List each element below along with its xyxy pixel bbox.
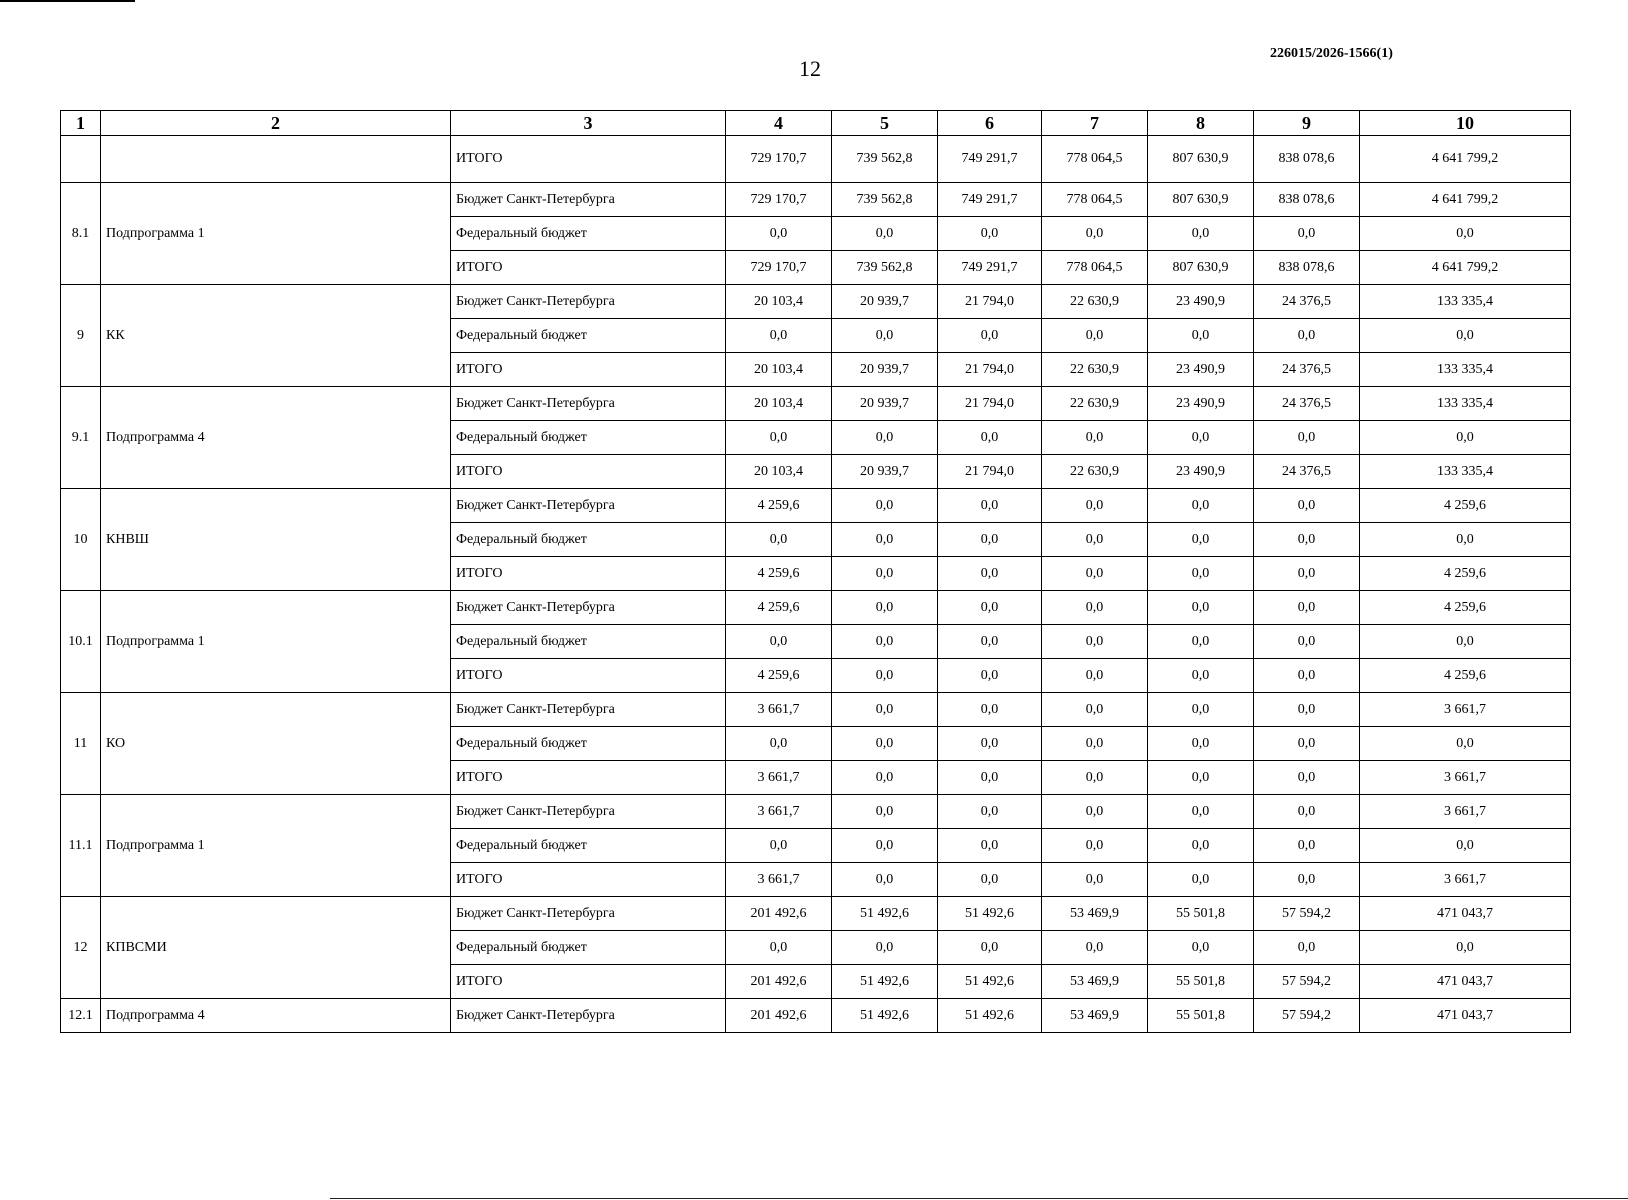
value-cell: 0,0 <box>1042 761 1148 795</box>
value-cell: 20 939,7 <box>832 455 938 489</box>
value-cell: 24 376,5 <box>1254 387 1360 421</box>
table-row <box>61 897 1571 931</box>
row-code: 11.1 <box>61 795 101 897</box>
total-cell: 4 259,6 <box>1360 591 1571 625</box>
value-cell: 55 501,8 <box>1148 897 1254 931</box>
value-cell: 0,0 <box>726 217 832 251</box>
value-cell: 24 376,5 <box>1254 353 1360 387</box>
value-cell: 0,0 <box>938 625 1042 659</box>
total-cell: 0,0 <box>1360 829 1571 863</box>
total-cell: 3 661,7 <box>1360 795 1571 829</box>
header-cell: 1 <box>61 111 101 136</box>
value-cell: 201 492,6 <box>726 999 832 1033</box>
value-cell: 0,0 <box>938 421 1042 455</box>
value-cell: 0,0 <box>938 863 1042 897</box>
funding-source: ИТОГО <box>451 965 726 999</box>
funding-source: Бюджет Санкт-Петербурга <box>451 591 726 625</box>
total-cell: 133 335,4 <box>1360 387 1571 421</box>
value-cell: 0,0 <box>938 829 1042 863</box>
funding-source: ИТОГО <box>451 557 726 591</box>
value-cell: 0,0 <box>1254 319 1360 353</box>
value-cell: 0,0 <box>1254 795 1360 829</box>
value-cell: 0,0 <box>1148 319 1254 353</box>
value-cell: 0,0 <box>832 489 938 523</box>
value-cell: 0,0 <box>938 659 1042 693</box>
value-cell: 23 490,9 <box>1148 353 1254 387</box>
value-cell: 0,0 <box>1148 659 1254 693</box>
value-cell: 0,0 <box>1042 319 1148 353</box>
value-cell: 22 630,9 <box>1042 455 1148 489</box>
funding-source: ИТОГО <box>451 863 726 897</box>
header-cell: 6 <box>938 111 1042 136</box>
value-cell: 3 661,7 <box>726 795 832 829</box>
value-cell: 778 064,5 <box>1042 136 1148 183</box>
value-cell: 22 630,9 <box>1042 353 1148 387</box>
value-cell: 739 562,8 <box>832 251 938 285</box>
value-cell: 20 939,7 <box>832 285 938 319</box>
value-cell: 21 794,0 <box>938 285 1042 319</box>
value-cell: 53 469,9 <box>1042 965 1148 999</box>
funding-source: ИТОГО <box>451 761 726 795</box>
value-cell: 20 939,7 <box>832 353 938 387</box>
total-cell: 0,0 <box>1360 523 1571 557</box>
table-row <box>61 489 1571 523</box>
value-cell: 0,0 <box>726 931 832 965</box>
value-cell: 3 661,7 <box>726 761 832 795</box>
total-cell: 4 259,6 <box>1360 489 1571 523</box>
value-cell: 20 103,4 <box>726 285 832 319</box>
total-cell: 0,0 <box>1360 421 1571 455</box>
value-cell: 20 939,7 <box>832 387 938 421</box>
funding-source: Федеральный бюджет <box>451 829 726 863</box>
value-cell: 51 492,6 <box>938 897 1042 931</box>
value-cell: 0,0 <box>1148 727 1254 761</box>
value-cell: 0,0 <box>1254 931 1360 965</box>
value-cell: 22 630,9 <box>1042 285 1148 319</box>
funding-source: ИТОГО <box>451 251 726 285</box>
row-name: КПВСМИ <box>101 897 451 999</box>
value-cell: 23 490,9 <box>1148 285 1254 319</box>
value-cell: 0,0 <box>832 319 938 353</box>
value-cell: 749 291,7 <box>938 251 1042 285</box>
funding-source: Бюджет Санкт-Петербурга <box>451 285 726 319</box>
value-cell: 0,0 <box>1042 863 1148 897</box>
bottom-rule <box>330 1198 1628 1199</box>
total-cell: 0,0 <box>1360 217 1571 251</box>
funding-source: Бюджет Санкт-Петербурга <box>451 387 726 421</box>
value-cell: 0,0 <box>1254 659 1360 693</box>
value-cell: 51 492,6 <box>938 999 1042 1033</box>
value-cell: 0,0 <box>1042 557 1148 591</box>
table-row <box>61 693 1571 727</box>
total-cell: 0,0 <box>1360 625 1571 659</box>
funding-source: Федеральный бюджет <box>451 931 726 965</box>
row-code: 12 <box>61 897 101 999</box>
header-row <box>61 111 1571 136</box>
funding-source: Бюджет Санкт-Петербурга <box>451 795 726 829</box>
value-cell: 21 794,0 <box>938 353 1042 387</box>
value-cell: 0,0 <box>938 557 1042 591</box>
row-code: 10.1 <box>61 591 101 693</box>
budget-table <box>60 110 1571 1033</box>
value-cell: 0,0 <box>1254 727 1360 761</box>
value-cell: 807 630,9 <box>1148 251 1254 285</box>
funding-source: ИТОГО <box>451 659 726 693</box>
value-cell: 0,0 <box>1148 761 1254 795</box>
value-cell: 57 594,2 <box>1254 965 1360 999</box>
value-cell: 3 661,7 <box>726 863 832 897</box>
total-cell: 4 641 799,2 <box>1360 136 1571 183</box>
value-cell: 0,0 <box>1254 523 1360 557</box>
value-cell: 0,0 <box>832 863 938 897</box>
value-cell: 3 661,7 <box>726 693 832 727</box>
value-cell: 0,0 <box>1042 523 1148 557</box>
value-cell: 22 630,9 <box>1042 387 1148 421</box>
value-cell: 0,0 <box>832 727 938 761</box>
total-cell: 471 043,7 <box>1360 965 1571 999</box>
value-cell: 0,0 <box>832 421 938 455</box>
table-row <box>61 999 1571 1033</box>
total-cell: 3 661,7 <box>1360 693 1571 727</box>
header-cell: 4 <box>726 111 832 136</box>
row-name: Подпрограмма 4 <box>101 999 451 1033</box>
funding-source: Бюджет Санкт-Петербурга <box>451 489 726 523</box>
value-cell: 807 630,9 <box>1148 136 1254 183</box>
value-cell: 0,0 <box>1148 489 1254 523</box>
table-body <box>61 136 1571 1033</box>
value-cell: 57 594,2 <box>1254 897 1360 931</box>
total-cell: 0,0 <box>1360 727 1571 761</box>
value-cell: 0,0 <box>1254 829 1360 863</box>
value-cell: 0,0 <box>1042 727 1148 761</box>
value-cell: 0,0 <box>938 489 1042 523</box>
value-cell: 0,0 <box>1254 863 1360 897</box>
value-cell: 739 562,8 <box>832 136 938 183</box>
value-cell: 0,0 <box>1254 625 1360 659</box>
value-cell: 21 794,0 <box>938 455 1042 489</box>
header-cell: 5 <box>832 111 938 136</box>
table-row <box>61 136 1571 183</box>
value-cell: 0,0 <box>1254 217 1360 251</box>
table-row <box>61 285 1571 319</box>
header-cell: 10 <box>1360 111 1571 136</box>
total-cell: 133 335,4 <box>1360 353 1571 387</box>
value-cell: 51 492,6 <box>832 897 938 931</box>
header-cell: 9 <box>1254 111 1360 136</box>
value-cell: 0,0 <box>832 761 938 795</box>
value-cell: 729 170,7 <box>726 251 832 285</box>
value-cell: 778 064,5 <box>1042 183 1148 217</box>
value-cell: 55 501,8 <box>1148 965 1254 999</box>
funding-source: ИТОГО <box>451 136 726 183</box>
value-cell: 0,0 <box>726 319 832 353</box>
funding-source: ИТОГО <box>451 353 726 387</box>
row-code: 10 <box>61 489 101 591</box>
funding-source: Федеральный бюджет <box>451 727 726 761</box>
value-cell: 0,0 <box>1042 795 1148 829</box>
value-cell: 51 492,6 <box>938 965 1042 999</box>
value-cell: 0,0 <box>938 217 1042 251</box>
value-cell: 0,0 <box>1042 829 1148 863</box>
value-cell: 20 103,4 <box>726 455 832 489</box>
row-name: КО <box>101 693 451 795</box>
value-cell: 53 469,9 <box>1042 999 1148 1033</box>
funding-source: Федеральный бюджет <box>451 625 726 659</box>
funding-source: Бюджет Санкт-Петербурга <box>451 693 726 727</box>
total-cell: 471 043,7 <box>1360 897 1571 931</box>
header-cell: 8 <box>1148 111 1254 136</box>
total-cell: 4 259,6 <box>1360 557 1571 591</box>
value-cell: 0,0 <box>726 727 832 761</box>
value-cell: 55 501,8 <box>1148 999 1254 1033</box>
row-code: 9.1 <box>61 387 101 489</box>
value-cell: 0,0 <box>1148 863 1254 897</box>
value-cell: 0,0 <box>832 795 938 829</box>
row-code <box>61 136 101 183</box>
value-cell: 838 078,6 <box>1254 136 1360 183</box>
funding-source: Бюджет Санкт-Петербурга <box>451 183 726 217</box>
value-cell: 0,0 <box>1254 489 1360 523</box>
value-cell: 0,0 <box>726 829 832 863</box>
value-cell: 0,0 <box>1042 659 1148 693</box>
value-cell: 4 259,6 <box>726 591 832 625</box>
value-cell: 0,0 <box>938 727 1042 761</box>
value-cell: 0,0 <box>1148 625 1254 659</box>
value-cell: 0,0 <box>1148 931 1254 965</box>
value-cell: 0,0 <box>1042 421 1148 455</box>
value-cell: 0,0 <box>938 523 1042 557</box>
value-cell: 0,0 <box>938 319 1042 353</box>
value-cell: 0,0 <box>832 557 938 591</box>
row-name: Подпрограмма 4 <box>101 387 451 489</box>
value-cell: 0,0 <box>1254 693 1360 727</box>
table-row <box>61 795 1571 829</box>
table-row <box>61 183 1571 217</box>
value-cell: 0,0 <box>832 591 938 625</box>
value-cell: 749 291,7 <box>938 136 1042 183</box>
value-cell: 838 078,6 <box>1254 251 1360 285</box>
top-rule <box>0 0 135 2</box>
table-row <box>61 387 1571 421</box>
value-cell: 0,0 <box>1042 489 1148 523</box>
value-cell: 0,0 <box>1148 591 1254 625</box>
row-name: Подпрограмма 1 <box>101 591 451 693</box>
value-cell: 201 492,6 <box>726 897 832 931</box>
funding-source: Бюджет Санкт-Петербурга <box>451 897 726 931</box>
total-cell: 471 043,7 <box>1360 999 1571 1033</box>
value-cell: 0,0 <box>1148 829 1254 863</box>
value-cell: 21 794,0 <box>938 387 1042 421</box>
value-cell: 0,0 <box>1254 421 1360 455</box>
value-cell: 0,0 <box>938 761 1042 795</box>
funding-source: ИТОГО <box>451 455 726 489</box>
value-cell: 24 376,5 <box>1254 455 1360 489</box>
value-cell: 0,0 <box>726 421 832 455</box>
document-code: 226015/2026-1566(1) <box>1270 46 1393 61</box>
total-cell: 3 661,7 <box>1360 761 1571 795</box>
value-cell: 23 490,9 <box>1148 455 1254 489</box>
value-cell: 57 594,2 <box>1254 999 1360 1033</box>
total-cell: 0,0 <box>1360 319 1571 353</box>
value-cell: 23 490,9 <box>1148 387 1254 421</box>
row-code: 11 <box>61 693 101 795</box>
value-cell: 4 259,6 <box>726 557 832 591</box>
funding-source: Федеральный бюджет <box>451 421 726 455</box>
value-cell: 4 259,6 <box>726 659 832 693</box>
value-cell: 20 103,4 <box>726 387 832 421</box>
header-cell: 7 <box>1042 111 1148 136</box>
total-cell: 4 641 799,2 <box>1360 183 1571 217</box>
value-cell: 0,0 <box>1148 523 1254 557</box>
value-cell: 0,0 <box>1254 591 1360 625</box>
value-cell: 4 259,6 <box>726 489 832 523</box>
funding-source: Федеральный бюджет <box>451 319 726 353</box>
value-cell: 0,0 <box>938 931 1042 965</box>
value-cell: 0,0 <box>1148 421 1254 455</box>
row-name: КНВШ <box>101 489 451 591</box>
funding-source: Бюджет Санкт-Петербурга <box>451 999 726 1033</box>
value-cell: 0,0 <box>726 523 832 557</box>
value-cell: 0,0 <box>1148 693 1254 727</box>
value-cell: 749 291,7 <box>938 183 1042 217</box>
table-row <box>61 591 1571 625</box>
value-cell: 53 469,9 <box>1042 897 1148 931</box>
row-name: КК <box>101 285 451 387</box>
value-cell: 0,0 <box>1042 217 1148 251</box>
value-cell: 0,0 <box>1042 591 1148 625</box>
value-cell: 838 078,6 <box>1254 183 1360 217</box>
value-cell: 0,0 <box>938 591 1042 625</box>
value-cell: 0,0 <box>1148 217 1254 251</box>
value-cell: 0,0 <box>1254 557 1360 591</box>
total-cell: 0,0 <box>1360 931 1571 965</box>
total-cell: 4 259,6 <box>1360 659 1571 693</box>
funding-source: Федеральный бюджет <box>451 523 726 557</box>
value-cell: 0,0 <box>1042 693 1148 727</box>
value-cell: 0,0 <box>832 693 938 727</box>
row-name: Подпрограмма 1 <box>101 795 451 897</box>
page-number: 12 <box>799 56 821 81</box>
value-cell: 0,0 <box>832 523 938 557</box>
row-name: Подпрограмма 1 <box>101 183 451 285</box>
row-code: 12.1 <box>61 999 101 1033</box>
value-cell: 807 630,9 <box>1148 183 1254 217</box>
value-cell: 24 376,5 <box>1254 285 1360 319</box>
value-cell: 51 492,6 <box>832 999 938 1033</box>
value-cell: 0,0 <box>832 625 938 659</box>
total-cell: 133 335,4 <box>1360 455 1571 489</box>
value-cell: 0,0 <box>832 829 938 863</box>
value-cell: 51 492,6 <box>832 965 938 999</box>
value-cell: 0,0 <box>832 659 938 693</box>
value-cell: 778 064,5 <box>1042 251 1148 285</box>
value-cell: 739 562,8 <box>832 183 938 217</box>
row-code: 8.1 <box>61 183 101 285</box>
value-cell: 201 492,6 <box>726 965 832 999</box>
header-cell: 3 <box>451 111 726 136</box>
value-cell: 0,0 <box>1042 931 1148 965</box>
total-cell: 133 335,4 <box>1360 285 1571 319</box>
header-cell: 2 <box>101 111 451 136</box>
value-cell: 0,0 <box>1148 557 1254 591</box>
row-name <box>101 136 451 183</box>
value-cell: 0,0 <box>832 217 938 251</box>
value-cell: 0,0 <box>938 693 1042 727</box>
value-cell: 0,0 <box>1254 761 1360 795</box>
value-cell: 20 103,4 <box>726 353 832 387</box>
value-cell: 0,0 <box>1148 795 1254 829</box>
value-cell: 729 170,7 <box>726 183 832 217</box>
total-cell: 3 661,7 <box>1360 863 1571 897</box>
value-cell: 0,0 <box>938 795 1042 829</box>
value-cell: 0,0 <box>726 625 832 659</box>
value-cell: 0,0 <box>832 931 938 965</box>
value-cell: 729 170,7 <box>726 136 832 183</box>
row-code: 9 <box>61 285 101 387</box>
total-cell: 4 641 799,2 <box>1360 251 1571 285</box>
value-cell: 0,0 <box>1042 625 1148 659</box>
funding-source: Федеральный бюджет <box>451 217 726 251</box>
